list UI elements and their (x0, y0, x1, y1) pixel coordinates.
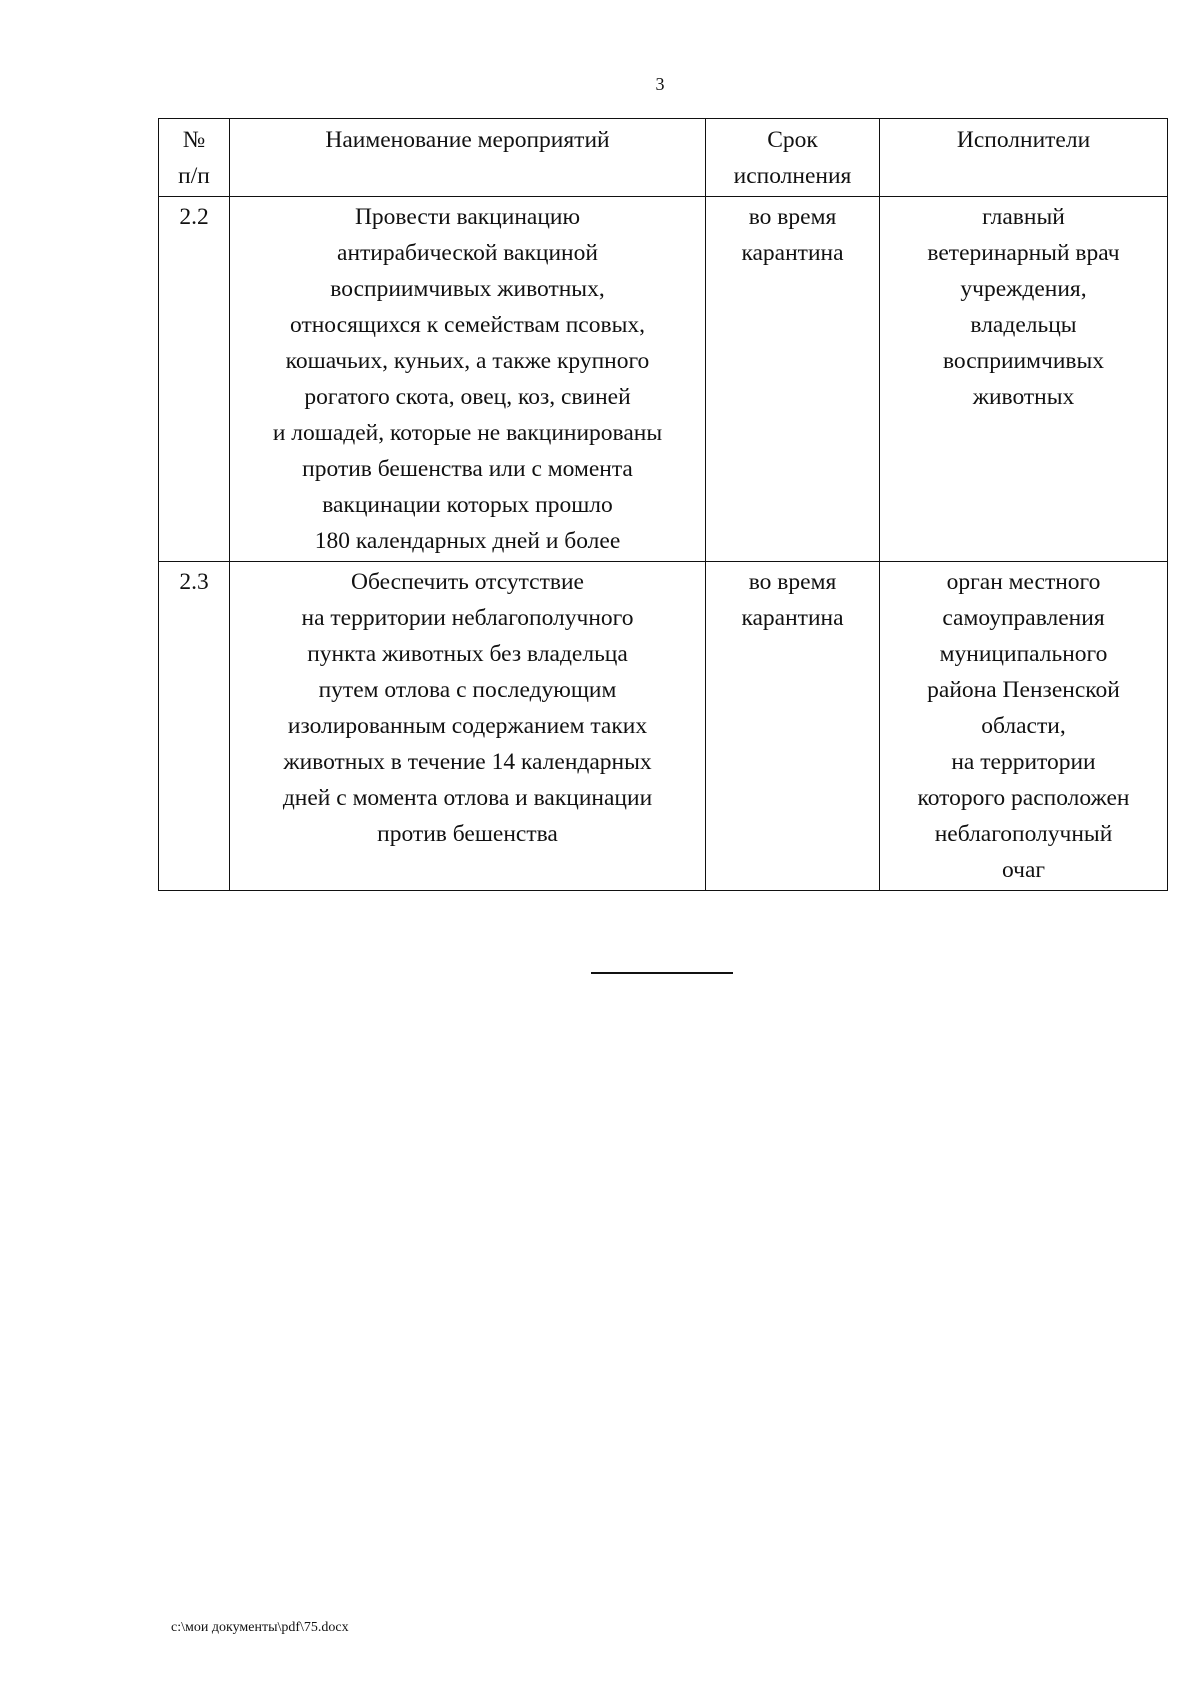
measure-name-line: рогатого скота, овец, коз, свиней (304, 384, 631, 410)
row-term (706, 197, 880, 562)
measure-name-line: 180 календарных дней и более (314, 528, 621, 554)
row-executors (880, 197, 1168, 562)
header-term-line: Срок (767, 127, 818, 153)
executors-line: владельцы (970, 312, 1077, 338)
executors-line: орган местного (946, 569, 1101, 595)
measure-name-line: изолированным содержанием таких (287, 713, 648, 739)
measure-name-line: на территории неблагополучного (301, 605, 634, 631)
measure-name-line: животных в течение 14 календарных (283, 749, 652, 775)
executors-line: ветеринарный врач (927, 240, 1120, 266)
measures-table (158, 118, 1168, 891)
measure-name-line: относящихся к семействам псовых, (290, 312, 645, 338)
executors-line: которого расположен (917, 785, 1130, 811)
measure-name-line: Провести вакцинацию (354, 204, 581, 230)
row-measure-name (230, 197, 706, 562)
executors-line: на территории (951, 749, 1096, 775)
measure-name-line: против бешенства (377, 821, 558, 847)
measure-name-line: дней с момента отлова и вакцинации (282, 785, 653, 811)
term-line: во время (748, 204, 837, 230)
executors-line: самоуправления (942, 605, 1105, 631)
term-line: карантина (741, 240, 844, 266)
executors-line: муниципального (939, 641, 1108, 667)
executors-line: животных (972, 384, 1075, 410)
header-number-line: п/п (178, 163, 210, 189)
header-executors (880, 119, 1168, 197)
footer-file-path: c:\мои документы\pdf\75.docx (171, 1620, 349, 1635)
page-number: 3 (655, 74, 665, 94)
term-line: карантина (741, 605, 844, 631)
measure-name-line: антирабической вакциной (337, 240, 598, 266)
header-term (706, 119, 880, 197)
header-executors-line: Исполнители (956, 127, 1091, 153)
measure-name-line: кошачьих, куньих, а также крупного (285, 348, 650, 374)
table-row (159, 197, 1168, 562)
measure-name-line: вакцинации которых прошло (322, 492, 613, 518)
measure-name-line: против бешенства или с момента (302, 456, 633, 482)
executors-line: неблагополучный (934, 821, 1113, 847)
table-header-row (159, 119, 1168, 197)
term-line: во время (748, 569, 837, 595)
header-number-line: № (182, 127, 206, 153)
executors-line: области, (981, 713, 1066, 739)
row-number (159, 562, 230, 891)
executors-line: главный (982, 204, 1065, 230)
executors-line: восприимчивых (942, 348, 1105, 374)
header-name-line: Наименование мероприятий (325, 127, 610, 153)
measure-name-line: Обеспечить отсутствие (351, 569, 584, 595)
row-number-text: 2.3 (179, 569, 209, 595)
executors-line: очаг (1001, 857, 1046, 883)
header-number (159, 119, 230, 197)
measure-name-line: восприимчивых животных, (330, 276, 605, 302)
row-number-text: 2.2 (179, 204, 209, 230)
row-measure-name (230, 562, 706, 891)
measure-name-line: пункта животных без владельца (307, 641, 628, 667)
measure-name-line: и лошадей, которые не вакцинированы (272, 420, 663, 446)
executors-line: района Пензенской (927, 677, 1120, 703)
header-term-line: исполнения (733, 163, 852, 189)
row-number (159, 197, 230, 562)
row-executors (880, 562, 1168, 891)
executors-line: учреждения, (960, 276, 1087, 302)
row-term (706, 562, 880, 891)
end-of-document-rule (591, 972, 733, 974)
header-name (230, 119, 706, 197)
table-row (159, 562, 1168, 891)
measure-name-line: путем отлова с последующим (318, 677, 617, 703)
